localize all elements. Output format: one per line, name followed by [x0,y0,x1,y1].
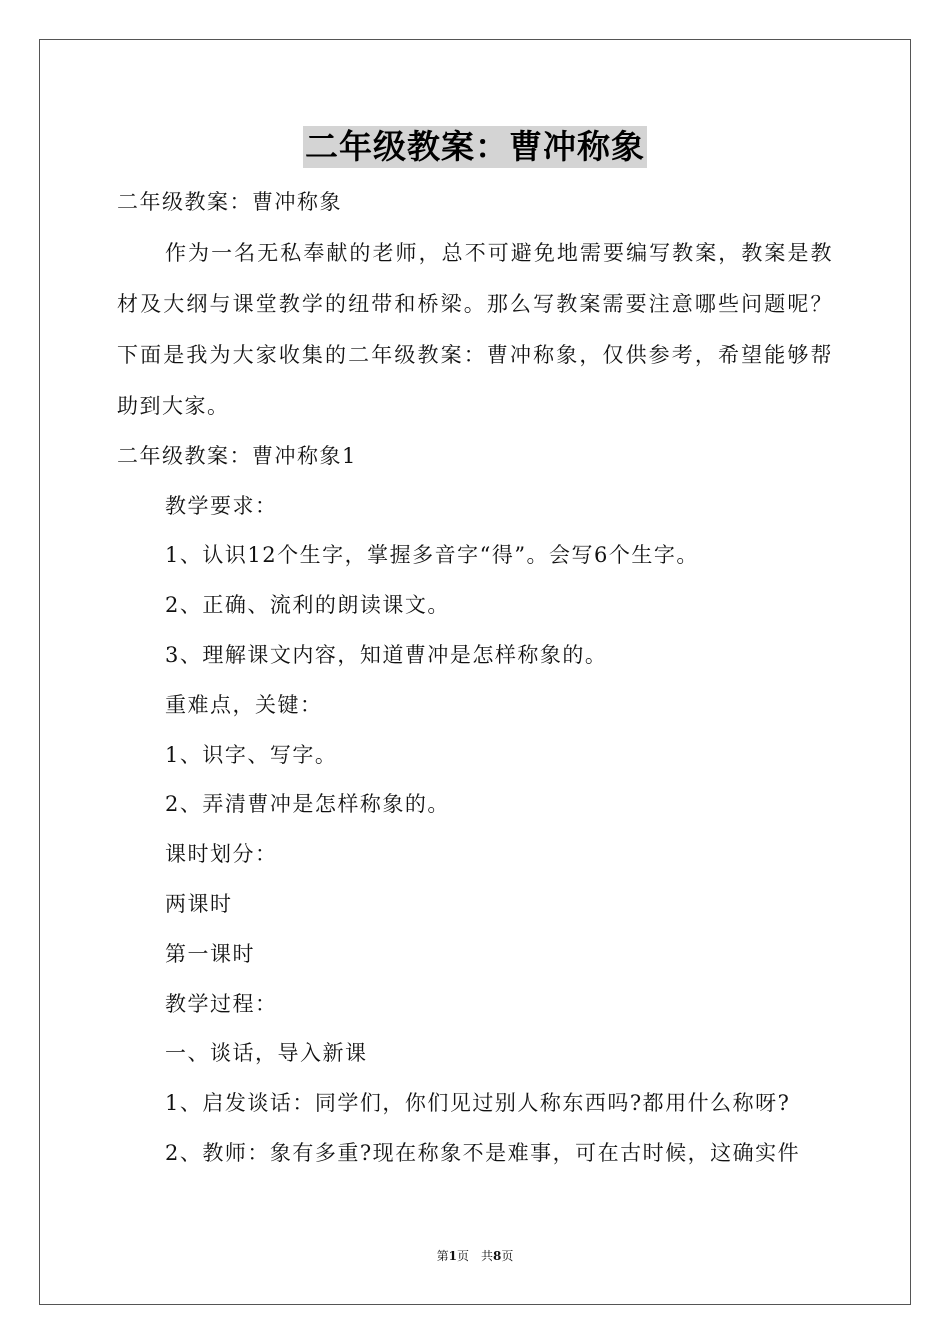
footer-current-page: 1 [448,1249,457,1263]
footer-total-pages: 8 [493,1249,502,1263]
list-item: 重难点，关键： [165,692,323,717]
list-item: 课时划分： [165,842,278,867]
list-item: 两课时 [165,891,233,916]
list-item: 第一课时 [165,941,255,966]
list-item: 教学要求： [165,493,278,518]
list-item: 1、识字、写字。 [165,742,338,767]
list-item: 3、理解课文内容，知道曹冲是怎样称象的。 [165,642,608,667]
footer-prefix: 第 [436,1249,449,1263]
page-footer [0,1247,950,1264]
subtitle-line: 二年级教案：曹冲称象 [117,190,342,214]
section-heading: 二年级教案：曹冲称象1 [117,443,357,468]
document-title: 二年级教案：曹冲称象 [305,127,645,166]
list-item: 2、弄清曹冲是怎样称象的。 [165,792,450,817]
list-item: 2、教师：象有多重?现在称象不是难事，可在古时候，这确实件 [165,1140,801,1165]
list-item: 教学过程： [165,991,278,1016]
list-item: 2、正确、流利的朗读课文。 [165,593,450,618]
title-wrap [0,126,950,168]
document-body [117,178,833,1179]
intro-paragraph: 作为一名无私奉献的老师，总不可避免地需要编写教案，教案是教材及大纲与课堂教学的纽带和桥梁。那么写教案需要注意哪些问题呢？下面是我为大家收集的二年级教案：曹冲称象，仅供参考，希望能够帮助到大家。 [117,240,833,418]
list-item: 1、启发谈话：同学们，你们见过别人称东西吗?都用什么称呀? [165,1091,791,1116]
footer-suffix: 页 [501,1249,514,1263]
list-item: 1、认识12个生字，掌握多音字“得”。会写6个生字。 [165,543,699,568]
list-item: 一、谈话，导入新课 [165,1041,368,1066]
footer-mid: 页 共 [456,1249,493,1263]
